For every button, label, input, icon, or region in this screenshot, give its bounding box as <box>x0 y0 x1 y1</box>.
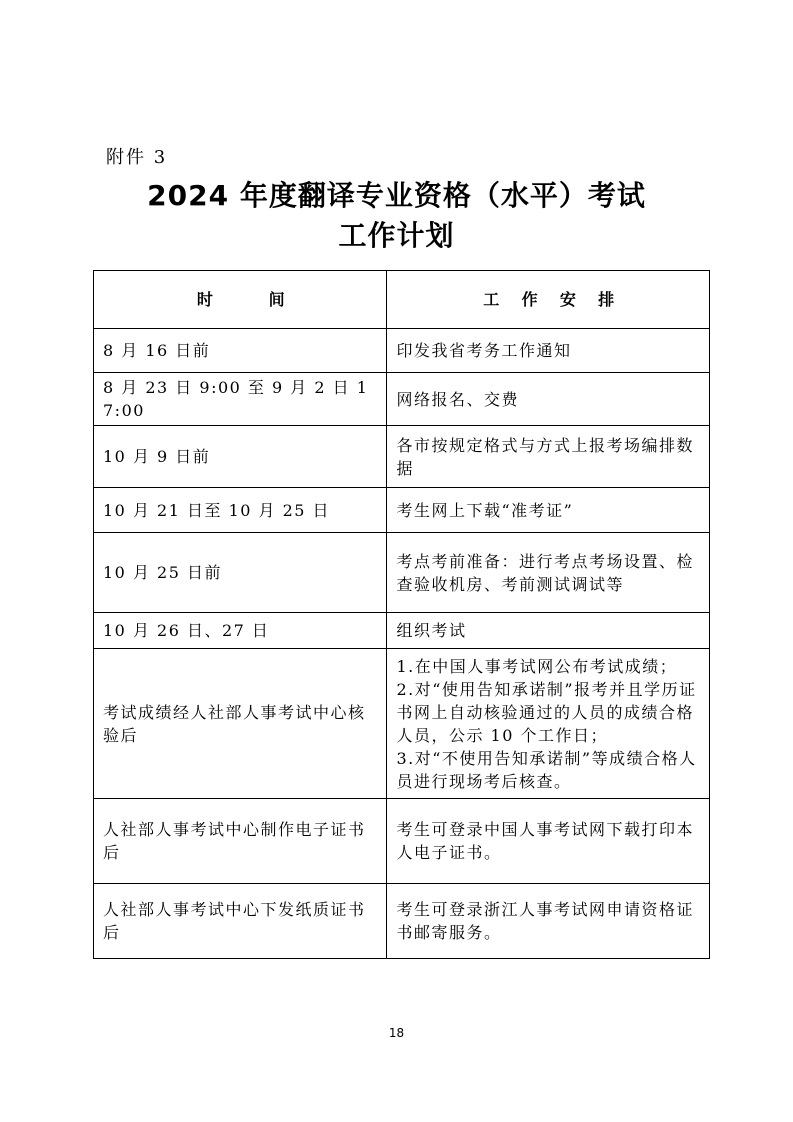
row-work-cell <box>387 649 710 799</box>
table-row <box>94 329 710 373</box>
row-work-cell <box>387 488 710 533</box>
row-time-cell: 8 月 16 日前 <box>94 329 387 373</box>
row-work-cell <box>387 426 710 488</box>
work-item: 网络报名、交费 <box>396 389 519 409</box>
table-row <box>94 533 710 613</box>
document-title-line2: 工作计划 <box>338 219 455 252</box>
row-time-cell: 10 月 21 日至 10 月 25 日 <box>94 488 387 533</box>
row-work-cell <box>387 884 710 959</box>
row-time-cell: 考试成绩经人社部人事考试中心核验后 <box>94 649 387 799</box>
work-item: 1.在中国人事考试网公布考试成绩； <box>396 656 678 676</box>
document-title-line1: 2024 年度翻译专业资格（水平）考试 <box>147 179 646 212</box>
table-row <box>94 799 710 884</box>
work-item: 考生可登录浙江人事考试网申请资格证书邮寄服务。 <box>396 900 694 942</box>
work-item: 考生网上下载“准考证” <box>396 500 574 520</box>
row-time-cell: 10 月 26 日、27 日 <box>94 613 387 649</box>
table-row <box>94 649 710 799</box>
work-item: 2.对“使用告知承诺制”报考并且学历证书网上自动核验通过的人员的成绩合格人员，公示 10 个工作日； <box>396 679 697 745</box>
row-time-cell: 10 月 9 日前 <box>94 426 387 488</box>
page-number: 18 <box>388 1026 405 1040</box>
work-item: 组织考试 <box>396 621 467 640</box>
work-item: 印发我省考务工作通知 <box>396 341 572 360</box>
row-time-cell: 10 月 25 日前 <box>94 533 387 613</box>
table-row <box>94 884 710 959</box>
schedule-body <box>94 329 710 959</box>
table-row <box>94 613 710 649</box>
header-time: 时 间 <box>94 271 387 329</box>
row-work-cell <box>387 329 710 373</box>
table-header-row <box>94 271 710 329</box>
table-row <box>94 488 710 533</box>
row-time-cell: 人社部人事考试中心制作电子证书后 <box>94 799 387 884</box>
table-row <box>94 373 710 426</box>
attachment-label: 附件 3 <box>106 147 168 168</box>
row-work-cell <box>387 799 710 884</box>
row-work-cell <box>387 373 710 426</box>
work-item: 各市按规定格式与方式上报考场编排数据 <box>396 435 694 478</box>
schedule-table <box>93 270 710 959</box>
header-work: 工 作 安 排 <box>387 271 710 329</box>
work-item: 3.对“不使用告知承诺制”等成绩合格人员进行现场考后核查。 <box>396 748 697 791</box>
table-row <box>94 426 710 488</box>
row-work-cell <box>387 613 710 649</box>
row-time-cell: 人社部人事考试中心下发纸质证书后 <box>94 884 387 959</box>
work-item: 考点考前准备：进行考点考场设置、检查验收机房、考前测试调试等 <box>396 551 694 594</box>
work-item: 考生可登录中国人事考试网下载打印本人电子证书。 <box>396 820 694 862</box>
row-time-cell: 8 月 23 日 9:00 至 9 月 2 日 17:00 <box>94 373 387 426</box>
row-work-cell <box>387 533 710 613</box>
